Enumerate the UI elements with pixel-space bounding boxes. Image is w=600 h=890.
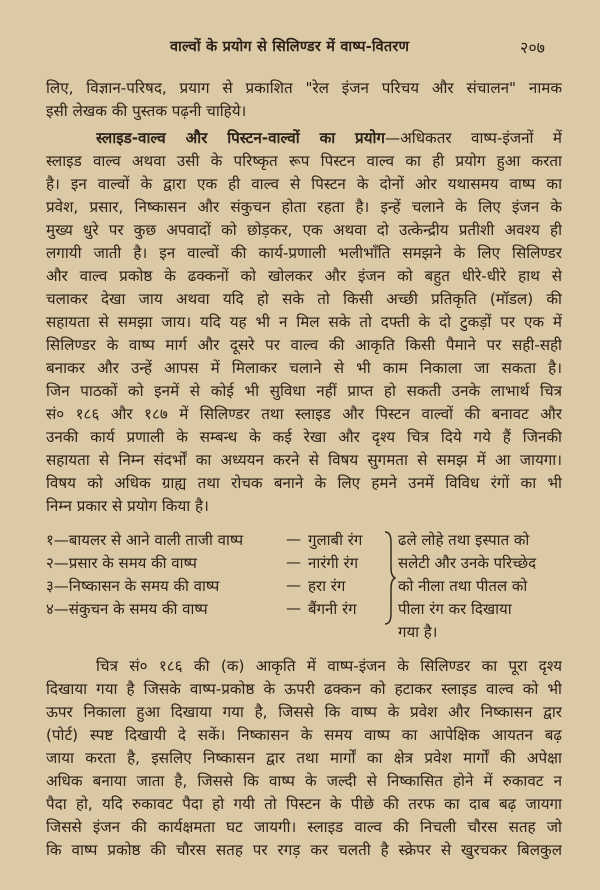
legend-dash: — [286,553,301,571]
text-line: कि वाष्प प्रकोष्ठ की चौरस सतह पर रगड़ कर चलती है स्क्रेपर से खुरचकर बिलकुल [46,841,562,859]
text-line: जिन पाठकों को इनमें से कोई भी सुविधा नहीं प्राप्त हो सकती उनके लाभार्थ चित्र [46,382,562,400]
page-header [0,36,600,60]
legend-dash: — [286,599,301,617]
legend-color: गुलाबी रंग [308,531,363,549]
text-line: उनकी कार्य प्रणाली के सम्बन्ध के कई रेखा और दृश्य चित्र दिये गये हैं जिनकी [46,428,562,446]
text-line: चलाकर देखा जाय अथवा यदि हो सके तो किसी अच्छी प्रतिकृति (मॉडल) की [46,290,562,308]
running-title: वाल्वों के प्रयोग से सिलिण्डर में वाष्प-वितरण [170,39,410,55]
text-line: लगायी जाती है। इन वाल्वों की कार्य-प्रणाली भलीभाँति समझने के लिए सिलिण्डर [46,244,562,262]
text-line: पैदा हो, यदि रुकावट पैदा हो गयी तो पिस्टन के पीछे की तरफ का दाब बढ़ जायगा [46,795,562,813]
legend-label: ४—संकुचन के समय की वाष्प [46,600,208,618]
text-line: चित्र सं० १८६ की (क) आकृति में वाष्प-इंजन के सिलिण्डर का पूरा दृश्य [96,657,562,675]
section-heading-line [96,128,562,148]
text-line: मुख्य धुरे पर कुछ अपवादों को छोड़कर, एक अथवा दो उत्केन्द्रीय प्रतीशी अवश्य ही [46,221,562,239]
legend-brace [382,530,396,626]
legend-label: ३—निष्कासन के समय की वाष्प [46,577,220,595]
text-line: और वाल्व प्रकोष्ठ के ढक्कनों को खोलकर और इंजन को बहुत धीरे-धीरे हाथ से [46,267,562,285]
legend-note: सलेटी और उनके परिच्छेद [398,554,537,572]
text-line: लिए, विज्ञान-परिषद, प्रयाग से प्रकाशित "रेल इंजन परिचय और संचालन" नामक [46,79,562,97]
section-heading-rest: —अधिकतर वाष्प-इंजनों में [384,129,562,147]
text-line: प्रवेश, प्रसार, निष्कासन और संकुचन होता रहता है। इन्हें चलाने के लिए इंजन के [46,198,562,216]
legend-color: हरा रंग [308,577,346,595]
legend-label: २—प्रसार के समय की वाष्प [46,554,197,572]
text-line: (पोर्ट) स्पष्ट दिखायी दे सकें। निष्कासन के समय वाष्प का आपेक्षिक आयतन बढ़ [46,726,562,744]
legend-note: को नीला तथा पीतल को [398,577,528,595]
section-heading: स्लाइड-वाल्व और पिस्टन-वाल्वों का प्रयोग [96,129,385,147]
legend-note: ढले लोहे तथा इस्पात को [398,531,530,549]
text-line: दिखाया गया है जिसके वाष्प-प्रकोष्ठ के ऊपरी ढक्कन को हटाकर स्लाइड वाल्व को भी [46,680,562,698]
text-line: अधिक बनाया जाता है, जिससे कि वाष्प के जल्दी से निष्कासित होने में रुकावट न [46,772,562,790]
text-line: सं० १८६ और १८७ में सिलिण्डर तथा स्लाइड और पिस्टन वाल्वों की बनावट और [46,405,562,423]
legend-color: बैंगनी रंग [308,600,357,618]
legend-color: नारंगी रंग [308,554,359,572]
legend-note: पीला रंग कर दिखाया [398,600,512,618]
text-line: सहायता से समझा जाय। यदि यह भी न मिल सके तो दफ्ती के दो टुकड़ों पर एक में [46,313,562,331]
page-number: २०७ [520,38,545,57]
text-line: जिससे इंजन की कार्यक्षमता घट जायगी। स्लाइड वाल्व की निचली चौरस सतह जो [46,818,562,836]
text-line: निम्न प्रकार से प्रयोग किया है। [46,497,209,515]
text-line: जाया करता है, इसलिए निष्कासन द्वार तथा मार्गों का क्षेत्र प्रवेश मार्गों की अपेक्षा [46,749,562,767]
text-line: बनाकर और उन्हें आपस में मिलाकर चलाने से भी काम निकाला जा सकता है। [46,359,562,377]
legend-dash: — [286,576,301,594]
text-line: ऊपर निकाला हुआ दिखाया गया है, जिससे कि वाष्प के प्रवेश और निष्कासन द्वार [46,703,562,721]
text-line: सिलिण्डर के वाष्प मार्ग और दूसरे पर वाल्व की आकृति किसी पैमाने पर सही-सही [46,336,562,354]
text-line: स्लाइड वाल्व अथवा उसी के परिष्कृत रूप पिस्टन वाल्व का ही प्रयोग हुआ करता [46,152,562,170]
text-line: है। इन वाल्वों के द्वारा एक ही वाल्व से पिस्टन के दोनों ओर यथासमय वाष्प का [46,175,562,193]
legend-label: १—बायलर से आने वाली ताजी वाष्प [46,531,244,549]
text-line: सहायता से निम्न संदर्भों का अध्ययन करने से विषय सुगमता से समझ में आ जायगा। [46,451,562,469]
text-line: इसी लेखक की पुस्तक पढ़नी चाहिये। [46,102,247,120]
legend-note: गया है। [398,623,438,641]
text-line: विषय को अधिक ग्राह्य तथा रोचक बनाने के लिए हमने उनमें विविध रंगों का भी [46,474,562,492]
legend-dash: — [286,530,301,548]
